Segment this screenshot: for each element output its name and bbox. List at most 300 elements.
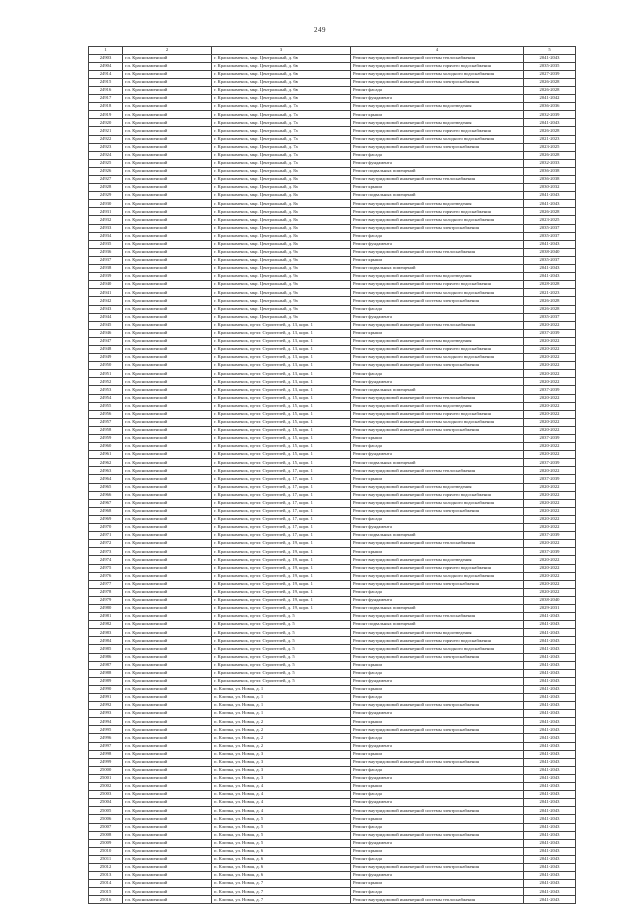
address-cell: г. Краснокаменск, мкр. Центральный, д. 8а <box>212 167 351 175</box>
work-type-cell: Ремонт подвальных помещений <box>351 621 524 629</box>
work-type-cell: Ремонт подвальных помещений <box>351 265 524 273</box>
municipality-cell: г.п. Краснокаменский <box>123 289 212 297</box>
table-row <box>89 248 576 256</box>
table-row <box>89 839 576 847</box>
period-cell: 2029-2031 <box>524 604 576 612</box>
municipality-cell: г.п. Краснокаменский <box>123 426 212 434</box>
table-row <box>89 629 576 637</box>
period-cell: 2023-2025 <box>524 143 576 151</box>
header-cell-4: 4 <box>351 47 524 55</box>
work-type-cell: Ремонт внутридомовой инженерной системы холодного водоснабжения <box>351 645 524 653</box>
work-type-cell: Ремонт внутридомовой инженерной системы водоотведения <box>351 402 524 410</box>
work-type-cell: Ремонт крыши <box>351 548 524 556</box>
address-cell: г. Краснокаменск, пр-кт. Строителей, д. 15, корп. 1 <box>212 402 351 410</box>
address-cell: г. Краснокаменск, пр-кт. Строителей, д. 13, корп. 1 <box>212 370 351 378</box>
table-row <box>89 159 576 167</box>
period-cell: 2020-2022 <box>524 580 576 588</box>
work-type-cell: Ремонт подвальных помещений <box>351 532 524 540</box>
period-cell: 2036-2036 <box>524 103 576 111</box>
work-type-cell: Ремонт внутридомовой инженерной системы водоотведения <box>351 273 524 281</box>
table-row <box>89 507 576 515</box>
row-number-cell: 24903 <box>89 54 123 62</box>
row-number-cell: 24915 <box>89 78 123 86</box>
municipality-cell: г.п. Краснокаменский <box>123 370 212 378</box>
row-number-cell: 24953 <box>89 386 123 394</box>
work-type-cell: Ремонт внутридомовой инженерной системы теплоснабжения <box>351 176 524 184</box>
table-row <box>89 702 576 710</box>
work-type-cell: Ремонт подвальных помещений <box>351 386 524 394</box>
period-cell: 2037-2039 <box>524 329 576 337</box>
work-type-cell: Ремонт внутридомовой инженерной системы горячего водоснабжения <box>351 62 524 70</box>
municipality-cell: г.п. Краснокаменский <box>123 418 212 426</box>
address-cell: г. Краснокаменск, пр-кт. Строителей, д. 17, корп. 1 <box>212 491 351 499</box>
municipality-cell: г.п. Краснокаменский <box>123 345 212 353</box>
row-number-cell: 24979 <box>89 596 123 604</box>
period-cell: 2041-2043 <box>524 718 576 726</box>
municipality-cell: г.п. Краснокаменский <box>123 896 212 904</box>
municipality-cell: г.п. Краснокаменский <box>123 556 212 564</box>
municipality-cell: г.п. Краснокаменский <box>123 750 212 758</box>
period-cell: 2020-2022 <box>524 370 576 378</box>
work-type-cell: Ремонт внутридомовой инженерной системы горячего водоснабжения <box>351 345 524 353</box>
municipality-cell: г.п. Краснокаменский <box>123 604 212 612</box>
period-cell: 2041-2043 <box>524 669 576 677</box>
work-type-cell: Ремонт подвальных помещений <box>351 459 524 467</box>
period-cell: 2020-2022 <box>524 426 576 434</box>
capital-repair-table <box>88 46 576 904</box>
municipality-cell: г.п. Краснокаменский <box>123 329 212 337</box>
address-cell: п. Кличка, ул. Новая, д. 1 <box>212 685 351 693</box>
row-number-cell: 24980 <box>89 604 123 612</box>
table-row <box>89 78 576 86</box>
municipality-cell: г.п. Краснокаменский <box>123 888 212 896</box>
table-row <box>89 143 576 151</box>
table-row <box>89 402 576 410</box>
table-row <box>89 62 576 70</box>
table-row <box>89 556 576 564</box>
address-cell: г. Краснокаменск, мкр. Центральный, д. 7а <box>212 135 351 143</box>
period-cell: 2020-2022 <box>524 491 576 499</box>
address-cell: г. Краснокаменск, пр-кт. Строителей, д. 13, корп. 1 <box>212 329 351 337</box>
municipality-cell: г.п. Краснокаменский <box>123 629 212 637</box>
address-cell: п. Кличка, ул. Новая, д. 4 <box>212 799 351 807</box>
work-type-cell: Ремонт подвальных помещений <box>351 167 524 175</box>
work-type-cell: Ремонт крыши <box>351 880 524 888</box>
row-number-cell: 24948 <box>89 345 123 353</box>
period-cell: 2041-2043 <box>524 839 576 847</box>
row-number-cell: 24974 <box>89 556 123 564</box>
work-type-cell: Ремонт внутридомовой инженерной системы электроснабжения <box>351 426 524 434</box>
work-type-cell: Ремонт фундамента <box>351 710 524 718</box>
row-number-cell: 24958 <box>89 426 123 434</box>
table-row <box>89 669 576 677</box>
period-cell: 2020-2022 <box>524 556 576 564</box>
table-row <box>89 742 576 750</box>
period-cell: 2041-2043 <box>524 240 576 248</box>
work-type-cell: Ремонт внутридомовой инженерной системы водоотведения <box>351 119 524 127</box>
row-number-cell: 24954 <box>89 394 123 402</box>
municipality-cell: г.п. Краснокаменский <box>123 232 212 240</box>
work-type-cell: Ремонт фундамента <box>351 95 524 103</box>
municipality-cell: г.п. Краснокаменский <box>123 839 212 847</box>
table-row <box>89 224 576 232</box>
period-cell: 2027-2039 <box>524 70 576 78</box>
work-type-cell: Ремонт внутридомовой инженерной системы электроснабжения <box>351 758 524 766</box>
row-number-cell: 24930 <box>89 200 123 208</box>
table-row <box>89 426 576 434</box>
period-cell: 2038-2040 <box>524 596 576 604</box>
municipality-cell: г.п. Краснокаменский <box>123 872 212 880</box>
municipality-cell: г.п. Краснокаменский <box>123 524 212 532</box>
row-number-cell: 24982 <box>89 621 123 629</box>
table-row <box>89 483 576 491</box>
work-type-cell: Ремонт фасада <box>351 694 524 702</box>
table-row <box>89 281 576 289</box>
address-cell: п. Кличка, ул. Новая, д. 4 <box>212 783 351 791</box>
row-number-cell: 24969 <box>89 515 123 523</box>
work-type-cell: Ремонт фасада <box>351 855 524 863</box>
work-type-cell: Ремонт внутридомовой инженерной системы электроснабжения <box>351 297 524 305</box>
address-cell: п. Кличка, ул. Новая, д. 2 <box>212 718 351 726</box>
work-type-cell: Ремонт внутридомовой инженерной системы электроснабжения <box>351 807 524 815</box>
municipality-cell: г.п. Краснокаменский <box>123 386 212 394</box>
work-type-cell: Ремонт крыши <box>351 847 524 855</box>
period-cell: 2028-2028 <box>524 281 576 289</box>
row-number-cell: 25004 <box>89 799 123 807</box>
row-number-cell: 24941 <box>89 289 123 297</box>
municipality-cell: г.п. Краснокаменский <box>123 475 212 483</box>
row-number-cell: 24932 <box>89 216 123 224</box>
address-cell: п. Кличка, ул. Новая, д. 3 <box>212 766 351 774</box>
table-row <box>89 499 576 507</box>
municipality-cell: г.п. Краснокаменский <box>123 726 212 734</box>
row-number-cell: 24950 <box>89 362 123 370</box>
address-cell: п. Кличка, ул. Новая, д. 1 <box>212 710 351 718</box>
table-row <box>89 216 576 224</box>
address-cell: п. Кличка, ул. Новая, д. 1 <box>212 694 351 702</box>
table-row <box>89 621 576 629</box>
row-number-cell: 24942 <box>89 297 123 305</box>
municipality-cell: г.п. Краснокаменский <box>123 281 212 289</box>
row-number-cell: 24995 <box>89 726 123 734</box>
period-cell: 2041-2043 <box>524 629 576 637</box>
row-number-cell: 25010 <box>89 847 123 855</box>
row-number-cell: 24963 <box>89 467 123 475</box>
work-type-cell: Ремонт крыши <box>351 661 524 669</box>
row-number-cell: 25009 <box>89 839 123 847</box>
municipality-cell: г.п. Краснокаменский <box>123 515 212 523</box>
period-cell: 2037-2039 <box>524 475 576 483</box>
work-type-cell: Ремонт фасада <box>351 86 524 94</box>
municipality-cell: г.п. Краснокаменский <box>123 847 212 855</box>
work-type-cell: Ремонт подвальных помещений <box>351 192 524 200</box>
municipality-cell: г.п. Краснокаменский <box>123 621 212 629</box>
address-cell: г. Краснокаменск, пр-кт. Строителей, д. 15, корп. 1 <box>212 426 351 434</box>
period-cell: 2030-2032 <box>524 184 576 192</box>
municipality-cell: г.п. Краснокаменский <box>123 645 212 653</box>
work-type-cell: Ремонт внутридомовой инженерной системы водоотведения <box>351 200 524 208</box>
period-cell: 2041-2043 <box>524 661 576 669</box>
address-cell: г. Краснокаменск, мкр. Центральный, д. 8а <box>212 240 351 248</box>
period-cell: 2038-2040 <box>524 248 576 256</box>
table-row <box>89 289 576 297</box>
table-row <box>89 321 576 329</box>
municipality-cell: г.п. Краснокаменский <box>123 548 212 556</box>
address-cell: г. Краснокаменск, мкр. Центральный, д. 9а <box>212 305 351 313</box>
table-row <box>89 313 576 321</box>
work-type-cell: Ремонт крыши <box>351 783 524 791</box>
row-number-cell: 25000 <box>89 766 123 774</box>
address-cell: г. Краснокаменск, пр-кт. Строителей, д. 5 <box>212 669 351 677</box>
municipality-cell: г.п. Краснокаменский <box>123 637 212 645</box>
period-cell: 2036-2038 <box>524 167 576 175</box>
row-number-cell: 24919 <box>89 111 123 119</box>
address-cell: г. Краснокаменск, мкр. Центральный, д. 8а <box>212 208 351 216</box>
work-type-cell: Ремонт крыши <box>351 111 524 119</box>
address-cell: п. Кличка, ул. Новая, д. 7 <box>212 896 351 904</box>
table-row <box>89 750 576 758</box>
address-cell: п. Кличка, ул. Новая, д. 6 <box>212 855 351 863</box>
period-cell: 2041-2043 <box>524 265 576 273</box>
municipality-cell: г.п. Краснокаменский <box>123 483 212 491</box>
address-cell: г. Краснокаменск, мкр. Центральный, д. 7а <box>212 143 351 151</box>
address-cell: г. Краснокаменск, мкр. Центральный, д. 7а <box>212 111 351 119</box>
period-cell: 2041-2043 <box>524 872 576 880</box>
period-cell: 2037-2039 <box>524 548 576 556</box>
work-type-cell: Ремонт фундамента <box>351 240 524 248</box>
address-cell: п. Кличка, ул. Новая, д. 1 <box>212 702 351 710</box>
header-cell-1: 1 <box>89 47 123 55</box>
period-cell: 2041-2043 <box>524 653 576 661</box>
row-number-cell: 25014 <box>89 880 123 888</box>
table-row <box>89 896 576 904</box>
table-row <box>89 95 576 103</box>
row-number-cell: 24964 <box>89 475 123 483</box>
work-type-cell: Ремонт внутридомовой инженерной системы электроснабжения <box>351 143 524 151</box>
period-cell: 2026-2028 <box>524 208 576 216</box>
period-cell: 2037-2039 <box>524 435 576 443</box>
period-cell: 2020-2022 <box>524 337 576 345</box>
address-cell: г. Краснокаменск, мкр. Центральный, д. 9а <box>212 273 351 281</box>
row-number-cell: 25007 <box>89 823 123 831</box>
work-type-cell: Ремонт фасада <box>351 791 524 799</box>
municipality-cell: г.п. Краснокаменский <box>123 823 212 831</box>
address-cell: г. Краснокаменск, пр-кт. Строителей, д. 15, корп. 1 <box>212 418 351 426</box>
table-row <box>89 888 576 896</box>
work-type-cell: Ремонт фундамента <box>351 799 524 807</box>
row-number-cell: 24939 <box>89 273 123 281</box>
address-cell: г. Краснокаменск, мкр. Центральный, д. 8а <box>212 176 351 184</box>
address-cell: г. Краснокаменск, мкр. Центральный, д. 9а <box>212 248 351 256</box>
address-cell: г. Краснокаменск, пр-кт. Строителей, д. 13, корп. 1 <box>212 378 351 386</box>
table-row <box>89 532 576 540</box>
address-cell: п. Кличка, ул. Новая, д. 6 <box>212 847 351 855</box>
row-number-cell: 24996 <box>89 734 123 742</box>
municipality-cell: г.п. Краснокаменский <box>123 855 212 863</box>
table-row <box>89 297 576 305</box>
municipality-cell: г.п. Краснокаменский <box>123 256 212 264</box>
row-number-cell: 24931 <box>89 208 123 216</box>
period-cell: 2041-2043 <box>524 645 576 653</box>
period-cell: 2020-2022 <box>524 354 576 362</box>
municipality-cell: г.п. Краснокаменский <box>123 305 212 313</box>
row-number-cell: 24936 <box>89 248 123 256</box>
period-cell: 2020-2022 <box>524 345 576 353</box>
table-row <box>89 54 576 62</box>
address-cell: г. Краснокаменск, мкр. Центральный, д. 8а <box>212 184 351 192</box>
period-cell: 2041-2043 <box>524 750 576 758</box>
row-number-cell: 24952 <box>89 378 123 386</box>
table-row <box>89 167 576 175</box>
period-cell: 2035-2037 <box>524 224 576 232</box>
period-cell: 2035-2035 <box>524 62 576 70</box>
address-cell: г. Краснокаменск, пр-кт. Строителей, д. 17, корп. 1 <box>212 532 351 540</box>
address-cell: г. Краснокаменск, пр-кт. Строителей, д. 17, корп. 1 <box>212 467 351 475</box>
address-cell: п. Кличка, ул. Новая, д. 7 <box>212 888 351 896</box>
period-cell: 2041-2043 <box>524 807 576 815</box>
table-row <box>89 872 576 880</box>
row-number-cell: 24973 <box>89 548 123 556</box>
address-cell: г. Краснокаменск, пр-кт. Строителей, д. 5 <box>212 629 351 637</box>
address-cell: г. Краснокаменск, пр-кт. Строителей, д. 15, корп. 1 <box>212 435 351 443</box>
row-number-cell: 24976 <box>89 572 123 580</box>
row-number-cell: 24978 <box>89 588 123 596</box>
row-number-cell: 24916 <box>89 86 123 94</box>
table-row <box>89 645 576 653</box>
work-type-cell: Ремонт внутридомовой инженерной системы водоотведения <box>351 629 524 637</box>
work-type-cell: Ремонт подвальных помещений <box>351 604 524 612</box>
header-cell-5: 5 <box>524 47 576 55</box>
period-cell: 2041-2043 <box>524 783 576 791</box>
address-cell: г. Краснокаменск, пр-кт. Строителей, д. 15, корп. 1 <box>212 443 351 451</box>
work-type-cell: Ремонт внутридомовой инженерной системы электроснабжения <box>351 224 524 232</box>
period-cell: 2020-2022 <box>524 572 576 580</box>
table-row <box>89 831 576 839</box>
table-row <box>89 394 576 402</box>
table-row <box>89 86 576 94</box>
row-number-cell: 25006 <box>89 815 123 823</box>
row-number-cell: 24926 <box>89 167 123 175</box>
period-cell: 2026-2028 <box>524 151 576 159</box>
table-row <box>89 823 576 831</box>
period-cell: 2041-2043 <box>524 637 576 645</box>
address-cell: г. Краснокаменск, пр-кт. Строителей, д. 19, корп. 1 <box>212 556 351 564</box>
period-cell: 2041-2043 <box>524 702 576 710</box>
work-type-cell: Ремонт внутридомовой инженерной системы электроснабжения <box>351 507 524 515</box>
period-cell: 2037-2039 <box>524 532 576 540</box>
table-row <box>89 677 576 685</box>
row-number-cell: 24928 <box>89 184 123 192</box>
municipality-cell: г.п. Краснокаменский <box>123 451 212 459</box>
work-type-cell: Ремонт внутридомовой инженерной системы теплоснабжения <box>351 540 524 548</box>
work-type-cell: Ремонт фундамента <box>351 872 524 880</box>
row-number-cell: 24925 <box>89 159 123 167</box>
municipality-cell: г.п. Краснокаменский <box>123 742 212 750</box>
row-number-cell: 24922 <box>89 135 123 143</box>
row-number-cell: 25013 <box>89 872 123 880</box>
period-cell: 2041-2043 <box>524 758 576 766</box>
address-cell: г. Краснокаменск, пр-кт. Строителей, д. 5 <box>212 661 351 669</box>
address-cell: г. Краснокаменск, пр-кт. Строителей, д. 17, корп. 1 <box>212 507 351 515</box>
period-cell: 2041-2043 <box>524 791 576 799</box>
work-type-cell: Ремонт внутридомовой инженерной системы холодного водоснабжения <box>351 418 524 426</box>
address-cell: г. Краснокаменск, мкр. Центральный, д. 8а <box>212 200 351 208</box>
address-cell: г. Краснокаменск, мкр. Центральный, д. 6в <box>212 78 351 86</box>
row-number-cell: 24949 <box>89 354 123 362</box>
table-row <box>89 345 576 353</box>
municipality-cell: г.п. Краснокаменский <box>123 718 212 726</box>
work-type-cell: Ремонт фундамента <box>351 596 524 604</box>
work-type-cell: Ремонт внутридомовой инженерной системы теплоснабжения <box>351 896 524 904</box>
row-number-cell: 24951 <box>89 370 123 378</box>
work-type-cell: Ремонт крыши <box>351 718 524 726</box>
municipality-cell: г.п. Краснокаменский <box>123 159 212 167</box>
table-row <box>89 783 576 791</box>
municipality-cell: г.п. Краснокаменский <box>123 410 212 418</box>
address-cell: г. Краснокаменск, пр-кт. Строителей, д. 13, корп. 1 <box>212 337 351 345</box>
address-cell: г. Краснокаменск, мкр. Центральный, д. 8а <box>212 224 351 232</box>
row-number-cell: 24991 <box>89 694 123 702</box>
period-cell: 2020-2022 <box>524 588 576 596</box>
table-row <box>89 694 576 702</box>
period-cell: 2041-2043 <box>524 192 576 200</box>
period-cell: 2021-2023 <box>524 135 576 143</box>
work-type-cell: Ремонт фундамента <box>351 839 524 847</box>
table-row <box>89 863 576 871</box>
address-cell: г. Краснокаменск, пр-кт. Строителей, д. 17, корп. 1 <box>212 515 351 523</box>
work-type-cell: Ремонт внутридомовой инженерной системы холодного водоснабжения <box>351 354 524 362</box>
table-row <box>89 200 576 208</box>
table-row <box>89 774 576 782</box>
row-number-cell: 24981 <box>89 613 123 621</box>
municipality-cell: г.п. Краснокаменский <box>123 224 212 232</box>
work-type-cell: Ремонт внутридомовой инженерной системы электроснабжения <box>351 702 524 710</box>
row-number-cell: 24984 <box>89 637 123 645</box>
table-row <box>89 880 576 888</box>
address-cell: г. Краснокаменск, пр-кт. Строителей, д. 17, корп. 1 <box>212 483 351 491</box>
municipality-cell: г.п. Краснокаменский <box>123 459 212 467</box>
municipality-cell: г.п. Краснокаменский <box>123 758 212 766</box>
table-row <box>89 572 576 580</box>
work-type-cell: Ремонт внутридомовой инженерной системы электроснабжения <box>351 362 524 370</box>
period-cell: 2020-2022 <box>524 451 576 459</box>
municipality-cell: г.п. Краснокаменский <box>123 378 212 386</box>
work-type-cell: Ремонт фундамента <box>351 677 524 685</box>
period-cell: 2026-2028 <box>524 78 576 86</box>
address-cell: п. Кличка, ул. Новая, д. 5 <box>212 815 351 823</box>
work-type-cell: Ремонт внутридомовой инженерной системы холодного водоснабжения <box>351 572 524 580</box>
municipality-cell: г.п. Краснокаменский <box>123 103 212 111</box>
municipality-cell: г.п. Краснокаменский <box>123 499 212 507</box>
address-cell: п. Кличка, ул. Новая, д. 6 <box>212 863 351 871</box>
row-number-cell: 24961 <box>89 451 123 459</box>
municipality-cell: г.п. Краснокаменский <box>123 710 212 718</box>
table-row <box>89 70 576 78</box>
address-cell: п. Кличка, ул. Новая, д. 2 <box>212 734 351 742</box>
work-type-cell: Ремонт крыши <box>351 815 524 823</box>
table-row <box>89 410 576 418</box>
table-row <box>89 596 576 604</box>
address-cell: г. Краснокаменск, мкр. Центральный, д. 6в <box>212 62 351 70</box>
address-cell: г. Краснокаменск, пр-кт. Строителей, д. 15, корп. 1 <box>212 410 351 418</box>
municipality-cell: г.п. Краснокаменский <box>123 734 212 742</box>
work-type-cell: Ремонт внутридомовой инженерной системы теплоснабжения <box>351 54 524 62</box>
work-type-cell: Ремонт крыши <box>351 329 524 337</box>
row-number-cell: 25005 <box>89 807 123 815</box>
table-header <box>89 47 576 55</box>
header-cell-2: 2 <box>123 47 212 55</box>
table-row <box>89 815 576 823</box>
